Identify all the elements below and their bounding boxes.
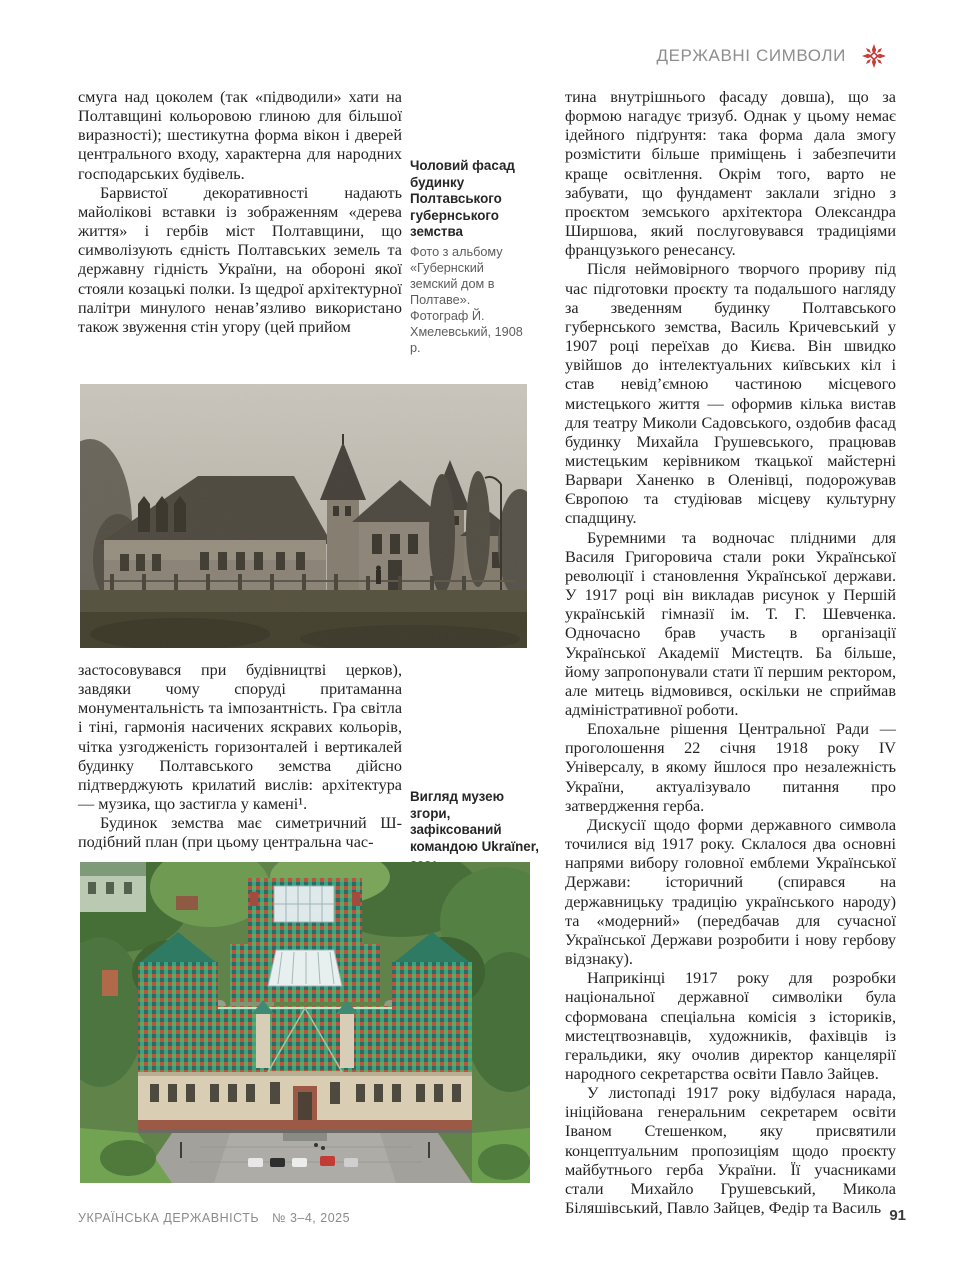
body-paragraph: застосовувався при будівництві церков), завдяки чому споруді притаманна монументальність та імпозантність. Гра світла і тіні, гармонія насичених яскравих кольорів, чітка узгодженість горизонталей і вертикалей будинку Полтавського земства дійсно підтверджують крилатий вислів: архітектура — музика, що застигла у камені¹. xyxy=(78,661,402,814)
page-number: 91 xyxy=(889,1207,906,1224)
body-paragraph: Епохальне рішення Центральної Ради — проголошення 22 січня 1918 року IV Універсалу, в якому йшлося про незалежність України, актуалізувало питання про затвердження герба. xyxy=(565,720,896,815)
photo1-caption xyxy=(410,158,532,356)
body-paragraph: смуга над цоколем (так «підводили» хати на Полтавщині кольоровою глиною для більшої виразності); шестикутна форма вікон і дверей центрального входу, характерна для народних господарських будівель. xyxy=(78,88,402,183)
embroidery-star-icon xyxy=(862,44,886,68)
page-header xyxy=(78,44,886,74)
body-paragraph: Будинок земства має симетричний Ш-подібний план (при цьому центральна час- xyxy=(78,814,402,852)
body-paragraph: У листопаді 1917 року відбулася нарада, ініційована генеральним секретарем освіти Іваном Стешенком, яку присвятили концептуальним пропозиціям щодо проєкту майбутнього герба України. Її учасниками стали Михайло Грушевський, Микола Біляшівський, Павло Зайцев, Федір та Василь xyxy=(565,1084,896,1218)
historic-zemstvo-facade-photo xyxy=(80,384,527,648)
left-column-lower xyxy=(78,661,402,853)
left-column-upper xyxy=(78,88,402,337)
photo1-caption-title: Чоловий фасад будинку Полтавського губернського земства xyxy=(410,158,515,240)
issue-number: № 3–4, 2025 xyxy=(272,1211,351,1225)
body-paragraph: Наприкінці 1917 року для розробки національної державної символіки була сформована спеціальна комісія з істориків, мистецтвознавців, художників, фахівців із геральдики, яку очолив директор канцелярії народного секретарства освіти Павло Зайцев. xyxy=(565,969,896,1083)
aerial-museum-photo xyxy=(80,862,530,1183)
body-paragraph: Дискусії щодо форми державного символа точилися від 1917 року. Склалося два основні напрями вибору головної емблеми Української Держави: історичний (спирався на державницьку традицію українського народу) та «модерний» (передбачав для сучасної Української Держави розробити і нову гербову відзнаку). xyxy=(565,815,896,969)
photo1-caption-credit: Фото з альбому «Губернский земский дом в Полтаве». Фотограф Й. Хмелевський, 1908 р. xyxy=(410,244,523,355)
body-paragraph: Барвистої декоративності надають майолікові вставки із зображенням «дерева життя» і гербів міст Полтавщини, що символізують єдність Полтавських земель та державну гідність України, на обороні якої стояли козацькі полки. Із щедрої архітектурної палітри минулого ненав’язливо використано також звуження стін угору (цей прийом xyxy=(78,183,402,336)
section-title: ДЕРЖАВНІ СИМВОЛИ xyxy=(656,46,846,65)
right-column xyxy=(565,88,896,1218)
photo2-caption-title: Вигляд музею згори, зафіксований командою Ukraïner, xyxy=(410,789,539,854)
journal-title: УКРАЇНСЬКА ДЕРЖАВНІСТЬ xyxy=(78,1211,260,1225)
body-paragraph: тина внутрішнього фасаду довша), що за формою нагадує тризуб. Однак у цьому немає ідейного підґрунтя: така форма дала змогу розмістити більше приміщень і забезпечити краще освітлення. Окрім того, варто не забувати, що фундамент заклали згідно з проєктом земського архітектора Олександра Ширшова, який послуговувався традиціями французького ренесансу. xyxy=(565,88,896,260)
body-paragraph: Буремними та водночас плідними для Василя Григоровича стали роки Української революції і становлення Української держави. У 1917 році він викладав рисунок у Першій українській гімназії ім. Т. Г. Шевченка. Одночасно брав участь в організації Української Академії Мистецтв. Ба більше, йому запропонували стати її першим ректором, але митець відмовився, оскільки не сприймав адміністративної роботи. xyxy=(565,528,896,719)
page-footer xyxy=(78,1207,906,1233)
body-paragraph: Після неймовірного творчого прориву під час підготовки проєкту та подальшого нагляду за зведенням будинку Полтавського губернського земства, Василь Кричевський у 1907 році переїхав до Києва. Він швидко увійшов до інтелектуальних київських кіл і став невід’ємною частиною місцевого мистецького життя — оформив кілька вистав для театру Миколи Садовського, оздобив фасад будинку Михайла Грушевського, працював мистецьким керівником ткацької майстерні Варвари Ханенко в Оленівці, подорожував Європою та студіював місцеву культурну спадщину. xyxy=(565,260,896,528)
